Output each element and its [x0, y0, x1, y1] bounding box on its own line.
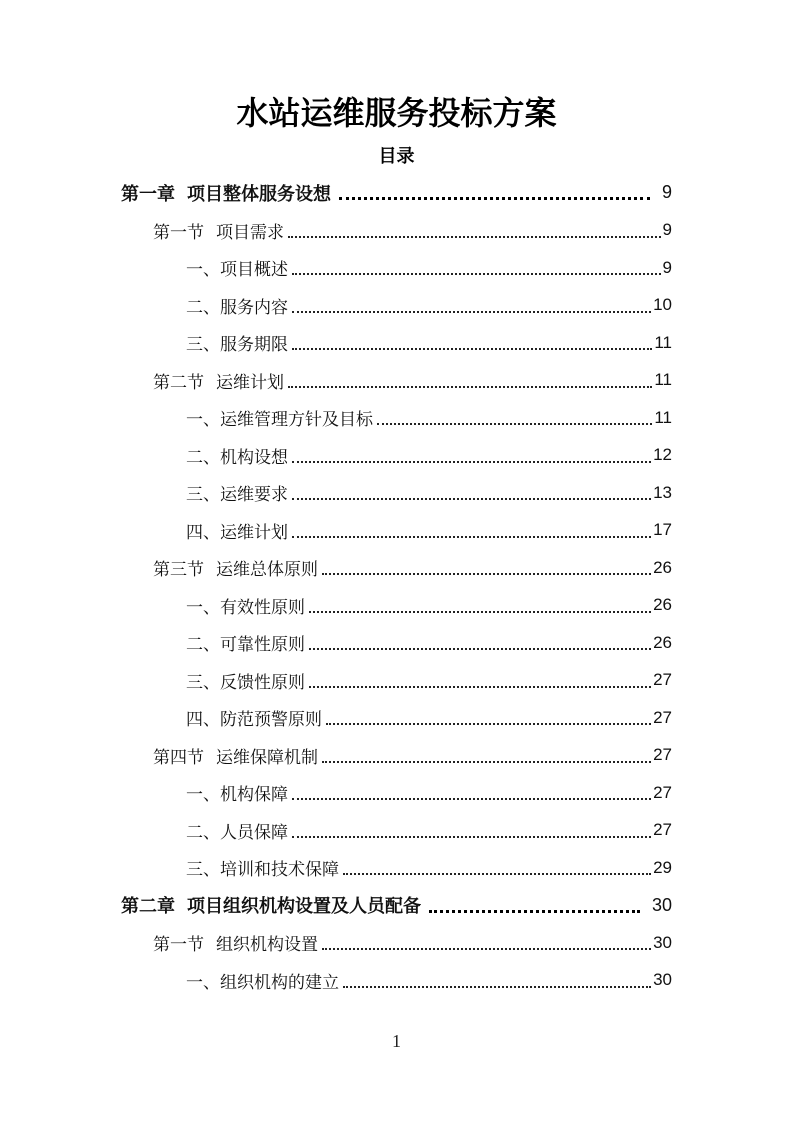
toc-entry-number: 第二章 [121, 896, 175, 917]
toc-entry-page: 27 [653, 670, 672, 689]
toc-entry-item[interactable] [186, 287, 672, 324]
dot-leader [292, 535, 651, 538]
toc-entry-page: 11 [654, 332, 672, 352]
toc-entry-number: 三、 [186, 672, 220, 693]
dot-leader [322, 760, 651, 763]
toc-entry-number: 二、 [186, 447, 220, 468]
toc-entry-item[interactable] [186, 587, 672, 624]
dot-leader [339, 196, 650, 200]
toc-entry-label: 人员保障 [220, 822, 288, 843]
toc-entry-number: 一、 [186, 972, 220, 993]
toc-entry-number: 四、 [186, 710, 220, 730]
toc-entry-page: 27 [653, 745, 672, 764]
toc-entry-number: 一、 [186, 410, 220, 430]
toc-entry-section[interactable] [153, 549, 672, 586]
toc-entry-label: 运维计划 [220, 522, 288, 543]
toc-entry-number: 第四节 [153, 747, 204, 768]
toc-entry-label: 项目整体服务设想 [187, 183, 331, 205]
toc-entry-page: 13 [653, 482, 672, 502]
toc-entry-label: 运维管理方针及目标 [220, 410, 373, 430]
toc-entry-label: 服务内容 [220, 297, 288, 318]
toc-entry-label: 组织机构设置 [216, 935, 318, 955]
toc-entry-number: 第一节 [153, 935, 204, 955]
toc-entry-item[interactable] [186, 249, 672, 286]
dot-leader [288, 235, 661, 238]
dot-leader [377, 422, 652, 425]
dot-leader [322, 947, 651, 950]
toc-entry-label: 项目概述 [220, 260, 288, 280]
toc-entry-item[interactable] [186, 474, 672, 511]
toc-entry-label: 反馈性原则 [220, 672, 305, 693]
dot-leader [326, 722, 651, 725]
page-number: 1 [392, 1031, 401, 1051]
toc-entry-label: 运维要求 [220, 485, 288, 505]
toc-entry-number: 第一节 [153, 222, 204, 243]
dot-leader [309, 685, 651, 688]
toc-entry-number: 三、 [186, 335, 220, 355]
toc-entry-item[interactable] [186, 774, 672, 811]
dot-leader [309, 647, 651, 650]
dot-leader [292, 460, 651, 463]
toc-entry-page: 17 [653, 520, 672, 539]
toc-entry-number: 四、 [186, 522, 220, 543]
toc-entry-page: 26 [653, 632, 672, 652]
toc-entry-number: 一、 [186, 597, 220, 618]
toc-entry-label: 运维总体原则 [216, 560, 318, 580]
dot-leader [292, 497, 651, 500]
toc-entry-label: 运维保障机制 [216, 747, 318, 768]
dot-leader [292, 835, 651, 838]
toc-entry-item[interactable] [186, 624, 672, 661]
toc-entry-number: 三、 [186, 485, 220, 505]
toc-entry-item[interactable] [186, 437, 672, 474]
toc-entry-item[interactable] [186, 962, 672, 999]
toc-entry-item[interactable] [186, 812, 672, 849]
toc-entry-page: 9 [662, 220, 672, 239]
toc-entry-number: 一、 [186, 785, 220, 805]
toc-entry-section[interactable] [153, 924, 672, 961]
toc-entry-item[interactable] [186, 849, 672, 886]
toc-entry-item[interactable] [186, 662, 672, 699]
toc-entry-label: 运维计划 [216, 372, 284, 393]
toc-entry-section[interactable] [153, 212, 672, 249]
toc-entry-label: 项目组织机构设置及人员配备 [187, 896, 421, 917]
toc-entry-page: 11 [654, 407, 672, 427]
toc-entry-page: 26 [653, 557, 672, 577]
dot-leader [322, 572, 651, 575]
dot-leader [292, 347, 652, 350]
dot-leader [292, 797, 651, 800]
toc-entry-number: 二、 [186, 297, 220, 318]
toc-entry-page: 9 [662, 257, 672, 277]
toc-entry-page: 10 [653, 295, 672, 314]
toc-entry-page: 30 [651, 894, 672, 915]
toc-entry-label: 机构设想 [220, 447, 288, 468]
toc-entry-label: 项目需求 [216, 222, 284, 243]
toc-entry-number: 三、 [186, 860, 220, 880]
toc-entry-section[interactable] [153, 362, 672, 399]
toc-entry-number: 二、 [186, 635, 220, 655]
toc-entry-label: 培训和技术保障 [220, 860, 339, 880]
toc-entry-page: 27 [653, 707, 672, 727]
toc-entry-chapter[interactable] [121, 887, 672, 924]
toc-entry-chapter[interactable] [121, 174, 672, 211]
toc-entry-page: 9 [661, 182, 672, 202]
toc-entry-item[interactable] [186, 399, 672, 436]
toc-entry-item[interactable] [186, 699, 672, 736]
dot-leader [288, 385, 652, 388]
document-title: 水站运维服务投标方案 [236, 94, 557, 132]
toc-entry-page: 29 [653, 857, 672, 877]
dot-leader [343, 985, 651, 988]
toc-entry-label: 有效性原则 [220, 597, 305, 618]
toc-entry-number: 一、 [186, 260, 220, 280]
dot-leader [429, 909, 640, 913]
toc-entry-label: 防范预警原则 [220, 710, 322, 730]
toc-entry-label: 可靠性原则 [220, 635, 305, 655]
toc-entry-page: 12 [653, 445, 672, 464]
toc-entry-page: 11 [654, 370, 672, 389]
toc-entry-label: 机构保障 [220, 785, 288, 805]
dot-leader [343, 872, 651, 875]
toc-entry-number: 第二节 [153, 372, 204, 393]
dot-leader [309, 610, 651, 613]
dot-leader [292, 272, 661, 275]
toc-heading: 目录 [378, 146, 415, 167]
toc-entry-page: 27 [653, 782, 672, 802]
toc-entry-section[interactable] [153, 737, 672, 774]
toc-entry-page: 30 [653, 932, 672, 952]
dot-leader [292, 310, 651, 313]
toc-entry-item[interactable] [186, 512, 672, 549]
toc-entry-item[interactable] [186, 324, 672, 361]
toc-entry-label: 服务期限 [220, 335, 288, 355]
toc-entry-page: 30 [653, 970, 672, 989]
toc-entry-page: 26 [653, 595, 672, 614]
toc-entry-number: 第一章 [121, 183, 175, 205]
toc-entry-number: 第三节 [153, 560, 204, 580]
toc-entry-number: 二、 [186, 822, 220, 843]
toc-entry-page: 27 [653, 820, 672, 839]
toc-entry-label: 组织机构的建立 [220, 972, 339, 993]
